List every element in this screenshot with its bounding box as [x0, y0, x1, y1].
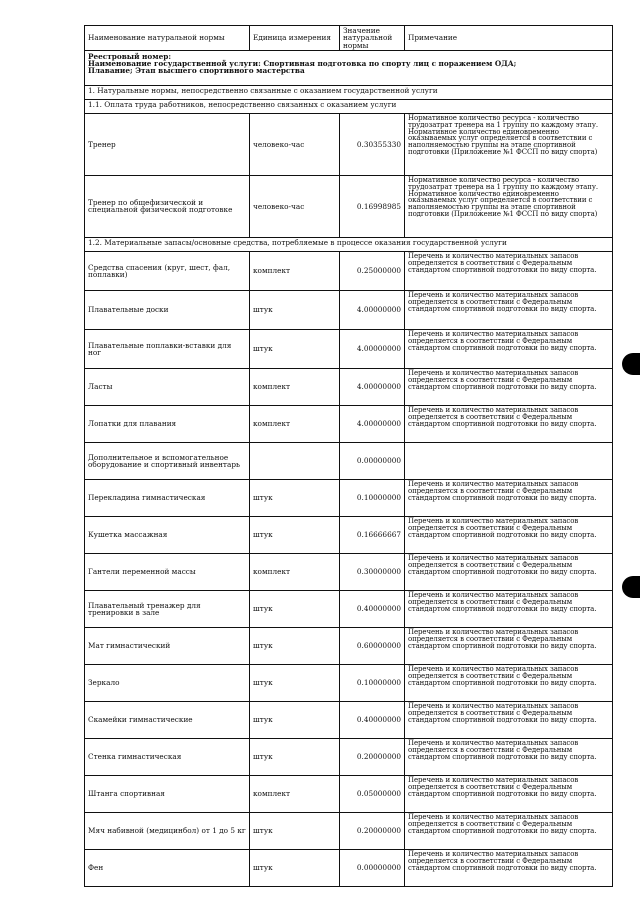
cell-value: 4.00000000: [340, 329, 405, 368]
table-row: [85, 175, 613, 237]
cell-note: Перечень и количество материальных запасов определяется в соответствии с Федеральным стандартом спортивной подготовки по виду спорта.: [405, 590, 613, 627]
table-row: [85, 849, 613, 886]
cell-name: Лопатки для плавания: [85, 405, 250, 442]
cell-unit: штук: [250, 849, 340, 886]
table-row: [85, 553, 613, 590]
cell-value: 0.16998985: [340, 175, 405, 237]
cell-note: Нормативное количество ресурса - количество трудозатрат тренера на 1 группу по каждому этапу. Нормативное количество единовременно оказываемых услуг определяется в соответствии с наполняемостью группы на этапе спортивной подготовки (Приложение №1 ФССП по виду спорта): [405, 113, 613, 175]
service-stage: Плавание; Этап высшего спортивного мастерства: [88, 66, 305, 76]
cell-note: Перечень и количество материальных запасов определяется в соответствии с Федеральным стандартом спортивной подготовки по виду спорта.: [405, 290, 613, 329]
cell-unit: штук: [250, 479, 340, 516]
cell-name: Средства спасения (круг, шест, фал, поплавки): [85, 251, 250, 290]
cell-note: Перечень и количество материальных запасов определяется в соответствии с Федеральным стандартом спортивной подготовки по виду спорта.: [405, 479, 613, 516]
header-row: [85, 26, 613, 51]
cell-name: Тренер: [85, 113, 250, 175]
cell-value: 4.00000000: [340, 405, 405, 442]
table-row: [85, 329, 613, 368]
cell-unit: штук: [250, 627, 340, 664]
cell-value: 0.30355330: [340, 113, 405, 175]
table-row: [85, 113, 613, 175]
cell-note: Перечень и количество материальных запасов определяется в соответствии с Федеральным стандартом спортивной подготовки по виду спорта.: [405, 849, 613, 886]
cell-value: 0.30000000: [340, 553, 405, 590]
cell-value: 0.20000000: [340, 812, 405, 849]
table-row: [85, 368, 613, 405]
cell-name: Гантели переменной массы: [85, 553, 250, 590]
cell-name: Перекладина гимнастическая: [85, 479, 250, 516]
cell-value: 4.00000000: [340, 368, 405, 405]
cell-unit: комплект: [250, 251, 340, 290]
natural-norms-table: [84, 25, 613, 887]
table-row: [85, 775, 613, 812]
table-row: [85, 590, 613, 627]
cell-note: Перечень и количество материальных запасов определяется в соответствии с Федеральным стандартом спортивной подготовки по виду спорта.: [405, 368, 613, 405]
cell-note: Перечень и количество материальных запасов определяется в соответствии с Федеральным стандартом спортивной подготовки по виду спорта.: [405, 405, 613, 442]
cell-note: [405, 442, 613, 479]
registry-number: Реестровый номер:: [88, 51, 172, 61]
table-row: [85, 812, 613, 849]
cell-value: 4.00000000: [340, 290, 405, 329]
cell-name: Ласты: [85, 368, 250, 405]
service-name: Наименование государственной услуги: Спортивная подготовка по спорту лиц с поражением ОДА;: [88, 59, 517, 69]
table-row: [85, 627, 613, 664]
header-note: Примечание: [405, 26, 613, 51]
cell-value: 0.40000000: [340, 701, 405, 738]
cell-unit: [250, 442, 340, 479]
table-row: [85, 290, 613, 329]
table-row: [85, 516, 613, 553]
cell-name: Стенка гимнастическая: [85, 738, 250, 775]
cell-note: Перечень и количество материальных запасов определяется в соответствии с Федеральным стандартом спортивной подготовки по виду спорта.: [405, 329, 613, 368]
table-row: [85, 442, 613, 479]
cell-name: Плавательные поплавки-вставки для ног: [85, 329, 250, 368]
header-name: Наименование натуральной нормы: [85, 26, 250, 51]
cell-unit: комплект: [250, 775, 340, 812]
cell-unit: человеко-час: [250, 175, 340, 237]
cell-note: Перечень и количество материальных запасов определяется в соответствии с Федеральным стандартом спортивной подготовки по виду спорта.: [405, 516, 613, 553]
section-row: [85, 85, 613, 99]
punch-hole: [622, 353, 640, 375]
cell-unit: штук: [250, 516, 340, 553]
cell-name: Плавательный тренажер для тренировки в зале: [85, 590, 250, 627]
cell-value: 0.10000000: [340, 664, 405, 701]
cell-unit: штук: [250, 329, 340, 368]
section-row: [85, 99, 613, 113]
cell-value: 0.10000000: [340, 479, 405, 516]
table-row: [85, 405, 613, 442]
cell-unit: штук: [250, 590, 340, 627]
section-1-2-title: 1.2. Материальные запасы/основные средства, потребляемые в процессе оказания государственной услуги: [85, 237, 613, 251]
table-row: [85, 479, 613, 516]
cell-unit: штук: [250, 290, 340, 329]
table-body: [85, 26, 613, 887]
cell-name: Мат гимнастический: [85, 627, 250, 664]
cell-value: 0.00000000: [340, 849, 405, 886]
table-row: [85, 251, 613, 290]
cell-name: Мяч набивной (медицинбол) от 1 до 5 кг: [85, 812, 250, 849]
cell-value: 0.60000000: [340, 627, 405, 664]
section-row: [85, 237, 613, 251]
cell-unit: человеко-час: [250, 113, 340, 175]
cell-value: 0.20000000: [340, 738, 405, 775]
registry-cell: [85, 50, 613, 85]
cell-unit: штук: [250, 664, 340, 701]
cell-note: Перечень и количество материальных запасов определяется в соответствии с Федеральным стандартом спортивной подготовки по виду спорта.: [405, 251, 613, 290]
registry-row: [85, 50, 613, 85]
cell-note: Перечень и количество материальных запасов определяется в соответствии с Федеральным стандартом спортивной подготовки по виду спорта.: [405, 627, 613, 664]
cell-name: Штанга спортивная: [85, 775, 250, 812]
cell-note: Нормативное количество ресурса - количество трудозатрат тренера на 1 группу по каждому этапу. Нормативное количество единовременно оказываемых услуг определяется в соответствии с наполняемостью группы на этапе спортивной подготовки (Приложение №1 ФССП по виду спорта): [405, 175, 613, 237]
cell-name: Плавательные доски: [85, 290, 250, 329]
cell-note: Перечень и количество материальных запасов определяется в соответствии с Федеральным стандартом спортивной подготовки по виду спорта.: [405, 775, 613, 812]
cell-unit: штук: [250, 701, 340, 738]
cell-name: Тренер по общефизической и специальной физической подготовке: [85, 175, 250, 237]
cell-unit: штук: [250, 812, 340, 849]
table-row: [85, 738, 613, 775]
cell-note: Перечень и количество материальных запасов определяется в соответствии с Федеральным стандартом спортивной подготовки по виду спорта.: [405, 812, 613, 849]
cell-name: Дополнительное и вспомогательное оборудование и спортивный инвентарь: [85, 442, 250, 479]
header-value: Значение натуральной нормы: [340, 26, 405, 51]
section-1-title: 1. Натуральные нормы, непосредственно связанные с оказанием государственной услуги: [85, 85, 613, 99]
cell-value: 0.40000000: [340, 590, 405, 627]
punch-hole: [622, 576, 640, 598]
table-row: [85, 664, 613, 701]
cell-name: Скамейки гимнастические: [85, 701, 250, 738]
table-row: [85, 701, 613, 738]
cell-note: Перечень и количество материальных запасов определяется в соответствии с Федеральным стандартом спортивной подготовки по виду спорта.: [405, 553, 613, 590]
cell-unit: штук: [250, 738, 340, 775]
cell-note: Перечень и количество материальных запасов определяется в соответствии с Федеральным стандартом спортивной подготовки по виду спорта.: [405, 664, 613, 701]
cell-value: 0.05000000: [340, 775, 405, 812]
section-1-1-title: 1.1. Оплата труда работников, непосредственно связанных с оказанием услуги: [85, 99, 613, 113]
cell-unit: комплект: [250, 405, 340, 442]
cell-note: Перечень и количество материальных запасов определяется в соответствии с Федеральным стандартом спортивной подготовки по виду спорта.: [405, 738, 613, 775]
cell-name: Кушетка массажная: [85, 516, 250, 553]
cell-note: Перечень и количество материальных запасов определяется в соответствии с Федеральным стандартом спортивной подготовки по виду спорта.: [405, 701, 613, 738]
cell-value: 0.00000000: [340, 442, 405, 479]
cell-unit: комплект: [250, 368, 340, 405]
header-unit: Единица измерения: [250, 26, 340, 51]
cell-value: 0.25000000: [340, 251, 405, 290]
cell-name: Зеркало: [85, 664, 250, 701]
cell-unit: комплект: [250, 553, 340, 590]
cell-name: Фен: [85, 849, 250, 886]
cell-value: 0.16666667: [340, 516, 405, 553]
